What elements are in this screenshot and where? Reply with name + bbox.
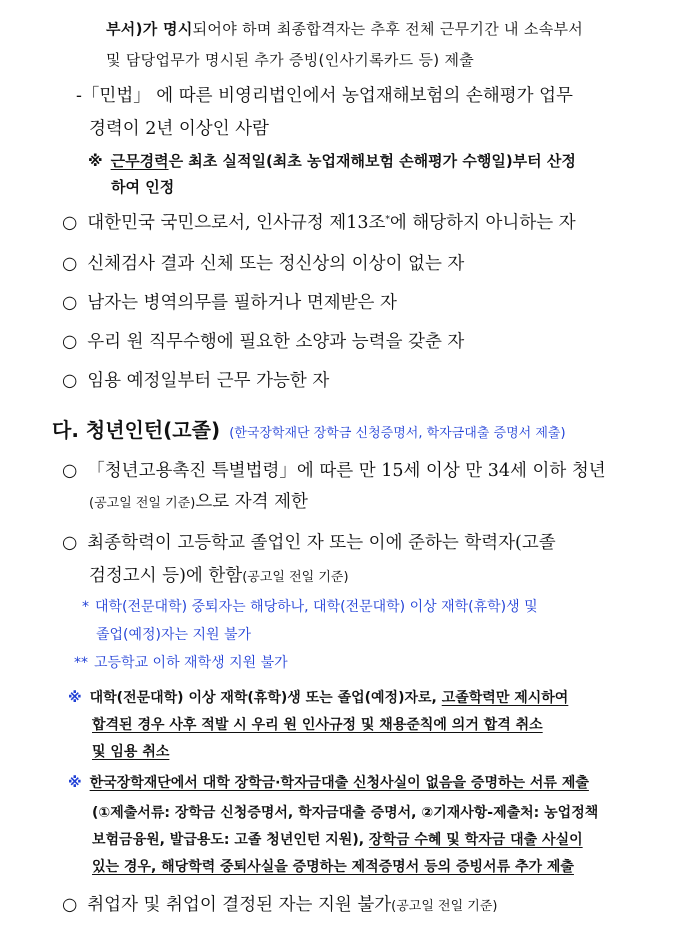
- remark-line: (①제출서류: 장학금 신청증명서, 학자금대출 증명서, ②기재사항-제출처: 농업정책: [92, 805, 599, 821]
- text-line: [76, 88, 573, 106]
- remark-underlined: 고졸학력만 제시하여: [441, 690, 569, 706]
- circle-bullet-icon: ○: [62, 895, 78, 915]
- bullet-text: 에 해당하지 아니하는 자: [389, 213, 576, 233]
- note-line: [82, 600, 538, 614]
- bullet-item: [62, 897, 497, 915]
- note-mark: **: [74, 655, 88, 671]
- text-plain: 되어야 하며 최종합격자는 추후 전체 근무기간 내 소속부서: [192, 20, 584, 38]
- remark-line: [68, 776, 589, 790]
- remark-underlined: 장학금 수혜 및 학자금 대출 사실이: [368, 832, 583, 848]
- text-small: (공고일 전일 기준): [242, 570, 349, 585]
- remark-underlined: 한국장학재단에서 대학 장학금·학자금대출 신청사실이 없음을 증명하는 서류 제출: [89, 775, 589, 791]
- text-plain: 「민법」 에 따른 비영리법인에서 농업재해보험의 손해평가 업무: [81, 86, 573, 106]
- circle-bullet-icon: ○: [62, 461, 78, 481]
- heading-note: (한국장학재단 장학금 신청증명서, 학자금대출 증명서 제출): [229, 426, 566, 441]
- bullet-text: 남자는 병역의무를 필하거나 면제받은 자: [87, 293, 397, 313]
- remark-line: [92, 833, 583, 847]
- text-line: 및 담당업무가 명시된 추가 증빙(인사기록카드 등) 제출: [106, 51, 475, 69]
- bullet-text: 임용 예정일부터 근무 가능한 자: [87, 371, 330, 391]
- remark-text: 대학(전문대학) 이상 재학(휴학)생 또는 졸업(예정)자로,: [89, 690, 442, 706]
- reference-mark: ※: [68, 775, 82, 791]
- text-strong: 부서)가 명시: [106, 20, 193, 38]
- text-strong: 은 최초 실적일(최초 농업재해보험 손해평가 수행일)부터 산정: [168, 152, 576, 170]
- circle-bullet-icon: ○: [62, 533, 78, 553]
- text-small: (공고일 전일 기준): [89, 496, 196, 511]
- text-line: [89, 494, 308, 512]
- section-heading: [52, 420, 566, 440]
- text-plain: 으로 자격 제한: [195, 492, 308, 512]
- bullet-item: [62, 334, 464, 352]
- text-plain: 검정고시 등)에 한함: [89, 566, 243, 586]
- circle-bullet-icon: ○: [62, 254, 78, 274]
- footnote-mark: *: [385, 215, 390, 225]
- bullet-item: [62, 373, 329, 391]
- bullet-text: 최종학력이 고등학교 졸업인 자 또는 이에 준하는 학력자(고졸: [87, 533, 556, 553]
- bullet-text: 우리 원 직무수행에 필요한 소양과 능력을 갖춘 자: [87, 332, 465, 352]
- note-mark: *: [82, 599, 89, 615]
- circle-bullet-icon: ○: [62, 293, 78, 313]
- note-line: 졸업(예정)자는 지원 불가: [96, 627, 252, 643]
- bullet-item: [62, 535, 556, 553]
- bullet-text: 「청년고용촉진 특별법령」에 따른 만 15세 이상 만 34세 이하 청년: [87, 461, 606, 481]
- dash-mark: -: [76, 86, 82, 106]
- bullet-item: [62, 215, 576, 233]
- text-line: [106, 22, 583, 37]
- reference-mark: ※: [88, 152, 103, 170]
- remark-text: 보험금융원, 발급용도: 고졸 청년인턴 지원),: [92, 832, 369, 848]
- circle-bullet-icon: ○: [62, 371, 78, 391]
- text-line: 하여 인정: [111, 178, 175, 196]
- circle-bullet-icon: ○: [62, 332, 78, 352]
- text-small: (공고일 전일 기준): [391, 899, 498, 914]
- bullet-text: 취업자 및 취업이 결정된 자는 지원 불가: [87, 895, 392, 915]
- text-line: 경력이 2년 이상인 사람: [89, 119, 269, 139]
- circle-bullet-icon: ○: [62, 213, 78, 233]
- bullet-text: 대한민국 국민으로서, 인사규정 제13조: [87, 213, 386, 233]
- remark-line: 및 임용 취소: [92, 744, 170, 760]
- text-line: [89, 568, 349, 586]
- bullet-item: [62, 256, 464, 274]
- bullet-item: [62, 463, 606, 481]
- remark-line: [68, 691, 568, 705]
- bullet-text: 신체검사 결과 신체 또는 정신상의 이상이 없는 자: [87, 254, 465, 274]
- note-text: 고등학교 이하 재학생 지원 불가: [94, 655, 288, 671]
- text-line: [88, 154, 576, 169]
- remark-line: 있는 경우, 해당학력 중퇴사실을 증명하는 제적증명서 등의 증빙서류 추가 제출: [92, 859, 574, 875]
- text-underlined: 근무경력: [110, 152, 169, 170]
- heading-title: 다. 청년인턴(고졸): [52, 418, 221, 442]
- reference-mark: ※: [68, 690, 82, 706]
- note-text: 대학(전문대학) 중퇴자는 해당하나, 대학(전문대학) 이상 재학(휴학)생 및: [95, 599, 538, 615]
- bullet-item: [62, 295, 397, 313]
- remark-line: 합격된 경우 사후 적발 시 우리 원 인사규정 및 채용준칙에 의거 합격 취소: [92, 717, 543, 733]
- note-line: [74, 656, 288, 670]
